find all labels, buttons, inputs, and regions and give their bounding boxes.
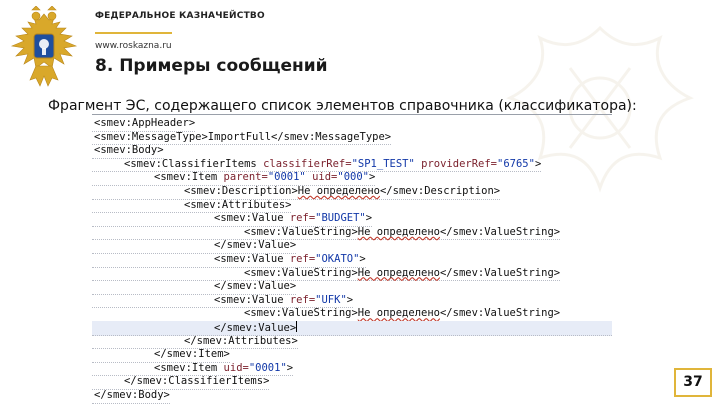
xml-tag: <smev:Attributes> — [184, 198, 292, 211]
xml-tag: <smev:ValueString> — [244, 266, 358, 279]
xml-tag: </smev:Body> — [94, 389, 170, 401]
text-caret — [296, 321, 297, 332]
xml-tag: </smev:Item> — [154, 348, 230, 361]
xml-tag: > — [534, 157, 542, 170]
xml-tag: <smev:Body> — [94, 144, 164, 157]
xml-tag: <smev:Description> — [184, 185, 298, 197]
slide-subtitle: Фрагмент ЭС, содержащего список элементов справочника (классификатора): — [48, 98, 637, 114]
slide-title: 8. Примеры сообщений — [95, 56, 328, 76]
code-line — [92, 362, 293, 377]
code-line — [92, 212, 372, 227]
xml-tag: <smev:Value — [214, 253, 290, 265]
attr-value: "0001" — [248, 361, 287, 374]
xml-tag: </smev:Value> — [214, 280, 297, 293]
xml-tag: </smev:Value> — [214, 239, 297, 252]
attr-name: ref= — [289, 253, 316, 265]
attr-name: providerRef= — [421, 157, 497, 170]
page-number: 37 — [683, 374, 703, 390]
xml-tag: <smev:MessageType> — [94, 130, 208, 143]
code-line — [92, 348, 230, 363]
attr-value: "BUDGET" — [315, 212, 366, 225]
xml-tag: </smev:ValueString> — [439, 266, 561, 279]
attr-name: ref= — [289, 293, 316, 306]
xml-tag: ImportFull — [207, 130, 272, 143]
xml-tag: > — [346, 293, 354, 306]
attr-name: uid= — [223, 361, 249, 374]
xml-tag: </smev:Description> — [379, 185, 501, 197]
xml-tag: <smev:ValueString> — [244, 307, 358, 320]
xml-tag: </smev:Attributes> — [184, 334, 298, 347]
xml-tag: <smev:ValueString> — [244, 225, 358, 238]
attr-name: uid= — [312, 171, 338, 184]
xml-tag: <smev:AppHeader> — [94, 117, 196, 129]
xml-tag: </smev:ClassifierItems> — [124, 375, 270, 388]
code-line — [92, 321, 612, 336]
xml-tag: <smev:Value — [214, 212, 290, 225]
code-line — [92, 294, 353, 309]
xml-tag: </smev:ValueString> — [439, 307, 561, 320]
code-line — [92, 131, 391, 146]
header-divider — [95, 32, 172, 34]
xml-tag: > — [368, 171, 376, 184]
attr-value: "0001" — [267, 171, 306, 184]
code-line — [92, 185, 500, 200]
xml-tag: <smev:Value — [214, 293, 290, 306]
code-line — [92, 253, 366, 268]
code-line — [92, 239, 296, 254]
code-line — [92, 280, 296, 295]
code-line — [92, 171, 375, 186]
spellcheck-text: Не определено — [357, 307, 440, 320]
code-line — [92, 144, 164, 159]
attr-value: "SP1_TEST" — [351, 157, 415, 170]
code-line — [92, 226, 560, 241]
xml-tag: </smev:MessageType> — [271, 130, 392, 143]
attr-name: ref= — [289, 212, 316, 225]
code-line — [92, 267, 560, 282]
spellcheck-text: Не определено — [357, 266, 440, 279]
attr-name: parent= — [223, 171, 268, 184]
xml-tag: </smev:Value> — [214, 322, 297, 334]
code-line — [92, 199, 291, 214]
spellcheck-text: Не определено — [357, 225, 440, 238]
xml-tag: > — [365, 212, 373, 225]
org-name: ФЕДЕРАЛЬНОЕ КАЗНАЧЕЙСТВО — [95, 11, 265, 21]
attr-value: "6765" — [497, 157, 535, 170]
page-number-box — [674, 368, 712, 397]
attr-value: "OKATO" — [315, 253, 360, 265]
xml-code-block — [92, 114, 612, 406]
attr-value: "000" — [337, 171, 369, 184]
code-line — [92, 307, 560, 322]
website-link[interactable]: www.roskazna.ru — [95, 41, 172, 51]
attr-name: classifierRef= — [263, 157, 352, 170]
xml-tag: </smev:ValueString> — [439, 225, 561, 238]
code-line — [92, 375, 269, 390]
code-line — [92, 158, 541, 173]
spellcheck-text: Не определено — [297, 185, 380, 197]
xml-tag: <smev:Item — [154, 361, 224, 374]
code-line — [92, 335, 298, 350]
treasury-emblem-icon — [6, 6, 82, 90]
xml-tag: > — [359, 253, 366, 265]
xml-tag: <smev:Item — [154, 171, 224, 184]
xml-tag: > — [286, 361, 294, 374]
code-line — [92, 389, 170, 404]
attr-value: "UFK" — [315, 293, 347, 306]
code-line — [92, 117, 195, 132]
xml-tag: <smev:ClassifierItems — [124, 157, 264, 170]
